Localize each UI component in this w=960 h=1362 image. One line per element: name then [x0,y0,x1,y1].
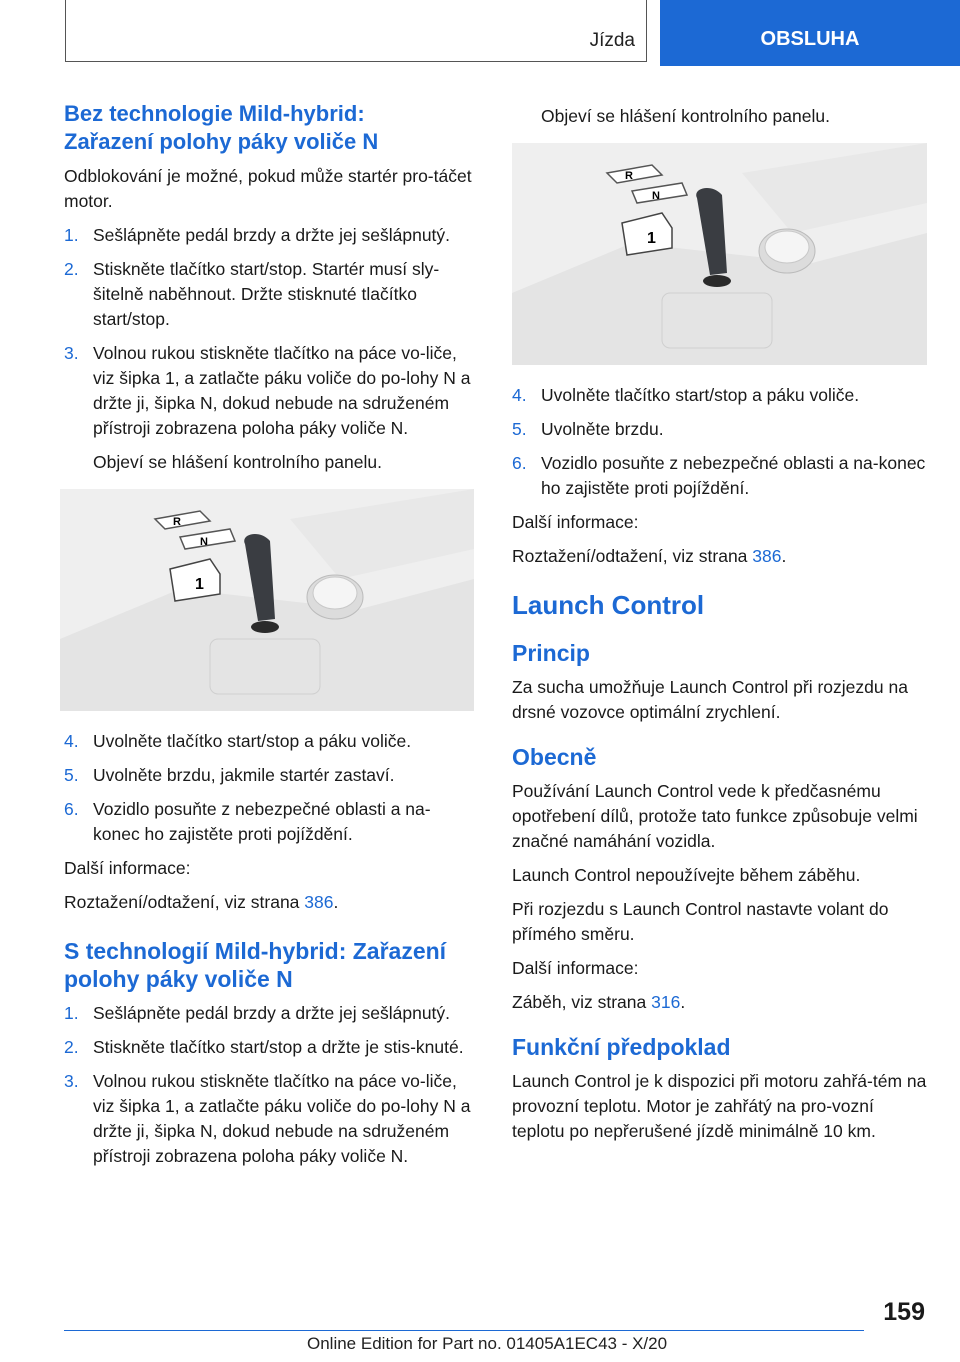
heading-line-2: Zařazení polohy páky voliče N [64,129,379,154]
gear-selector-figure [60,489,474,711]
reference-towing [512,544,927,569]
arrow-label-1: 1 [647,230,656,247]
list-item [64,223,476,248]
step-text: Volnou rukou stiskněte tlačítko na páce vo-liče, viz šipka 1, a zatlačte páku voliče do po-lohy N a držte ji, šipka N, dokud nebude na sdruženém přístroji zobrazena poloha páky voliče N. [93,1071,471,1166]
step-text: Uvolněte brzdu. [541,419,664,439]
heading-without-mild-hybrid [64,100,476,156]
step-text: Uvolněte brzdu, jakmile startér zastaví. [93,765,395,785]
header-tab-obsluha[interactable]: OBSLUHA [660,0,960,66]
step-text: Volnou rukou stiskněte tlačítko na páce vo-liče, viz šipka 1, a zatlačte páku voliče do po-lohy N a držte ji, šipka N, dokud nebude na sdruženém přístroji zobrazena poloha páky voliče N. [93,343,471,438]
princip-text: Za sucha umožňuje Launch Control při rozjezdu na drsné vozovce optimální zrychlení. [512,677,908,722]
arrow-label-r: R [625,170,633,182]
step-number: 1. [64,225,79,245]
left-column [64,100,476,1178]
step-text: Uvolněte tlačítko start/stop a páku voliče. [541,385,860,405]
intro-text: Odblokování je možné, pokud může startér pro-táčet motor. [64,166,472,211]
heading-funkcni-predpoklad: Funkční předpoklad [512,1034,731,1060]
heading-with-mild-hybrid: S technologií Mild-hybrid: Zařazení polohy páky voliče N [64,938,447,992]
reference-end: . [781,546,787,566]
page-link-386[interactable]: 386 [752,546,782,566]
step-number: 1. [64,1003,79,1023]
list-item [64,729,476,754]
step-number: 3. [64,1071,79,1091]
step-text: Vozidlo posuňte z nebezpečné oblasti a na-konec ho zajistěte proti pojíždění. [541,453,926,498]
list-item [64,1035,476,1060]
reference-text: Roztažení/odtažení, viz strana [512,546,753,566]
heading-princip: Princip [512,640,590,666]
list-item [512,383,927,408]
reference-break-in [512,990,927,1015]
reference-text: Roztažení/odtažení, viz strana [64,892,305,912]
step-number: 2. [64,1037,79,1057]
step-number: 6. [64,799,79,819]
step-number: 4. [512,385,527,405]
step-text: Vozidlo posuňte z nebezpečné oblasti a na-konec ho zajistěte proti pojíždění. [93,799,431,844]
obecne-text-3: Při rozjezdu s Launch Control nastavte volant do přímého směru. [512,899,889,944]
list-item [64,341,476,441]
arrow-label-1: 1 [195,576,204,593]
reference-end: . [333,892,339,912]
page-number: 159 [883,1298,925,1326]
heading-line-1: Bez technologie Mild-hybrid: [64,101,365,126]
right-column [512,104,927,1153]
step-text: Uvolněte tlačítko start/stop a páku voliče. [93,731,412,751]
step-text: Stiskněte tlačítko start/stop. Startér musí sly-šitelně naběhnout. Držte stisknuté tlačítko start/stop. [93,259,440,329]
list-item [512,417,927,442]
gear-selector-figure [512,143,927,365]
step-number: 2. [64,259,79,279]
step-text: Sešlápněte pedál brzdy a držte jej sešlápnutý. [93,225,451,245]
list-item [64,1069,476,1169]
gear-selector-illustration [512,143,927,365]
obecne-text-1: Používání Launch Control vede k předčasnému opotřebení dílů, protože tato funkce způsobuje velmi značné namáhání vozidla. [512,781,918,851]
list-item [512,451,927,501]
arrow-label-r: R [173,516,181,528]
header-frame [65,0,647,62]
arrow-label-n: N [200,536,208,548]
page-link-386[interactable]: 386 [304,892,334,912]
step-text: Stiskněte tlačítko start/stop a držte je stis-knuté. [93,1037,464,1057]
list-item [64,257,476,332]
more-info-label: Další informace: [64,858,191,878]
step-number: 5. [64,765,79,785]
reference-towing [64,890,476,915]
panel-message-note: Objeví se hlášení kontrolního panelu. [541,106,830,126]
list-item [64,1001,476,1026]
step-number: 5. [512,419,527,439]
panel-message-note: Objeví se hlášení kontrolního panelu. [93,452,382,472]
step-number: 6. [512,453,527,473]
heading-launch-control: Launch Control [512,590,705,620]
page-link-316[interactable]: 316 [651,992,681,1012]
heading-obecne: Obecně [512,744,597,770]
more-info-label: Další informace: [512,512,639,532]
more-info-label: Další informace: [512,958,639,978]
arrow-label-n: N [652,190,660,202]
funkcni-text: Launch Control je k dispozici při motoru zahřá-tém na provozní teplotu. Motor je zahřátý na pro-vozní teplotu po nepřerušené jízdě minimálně 10 km. [512,1071,927,1141]
reference-text: Záběh, viz strana [512,992,652,1012]
step-number: 3. [64,343,79,363]
step-number: 4. [64,731,79,751]
step-text: Sešlápněte pedál brzdy a držte jej sešlápnutý. [93,1003,451,1023]
list-item [64,797,476,847]
footer-edition: Online Edition for Part no. 01405A1EC43 - X/20 [307,1334,668,1353]
footer-divider [64,1330,864,1331]
reference-end: . [680,992,686,1012]
header-section-title: Jízda [589,30,635,51]
gear-selector-illustration [60,489,474,711]
list-item [64,763,476,788]
obecne-text-2: Launch Control nepoužívejte během záběhu. [512,865,861,885]
